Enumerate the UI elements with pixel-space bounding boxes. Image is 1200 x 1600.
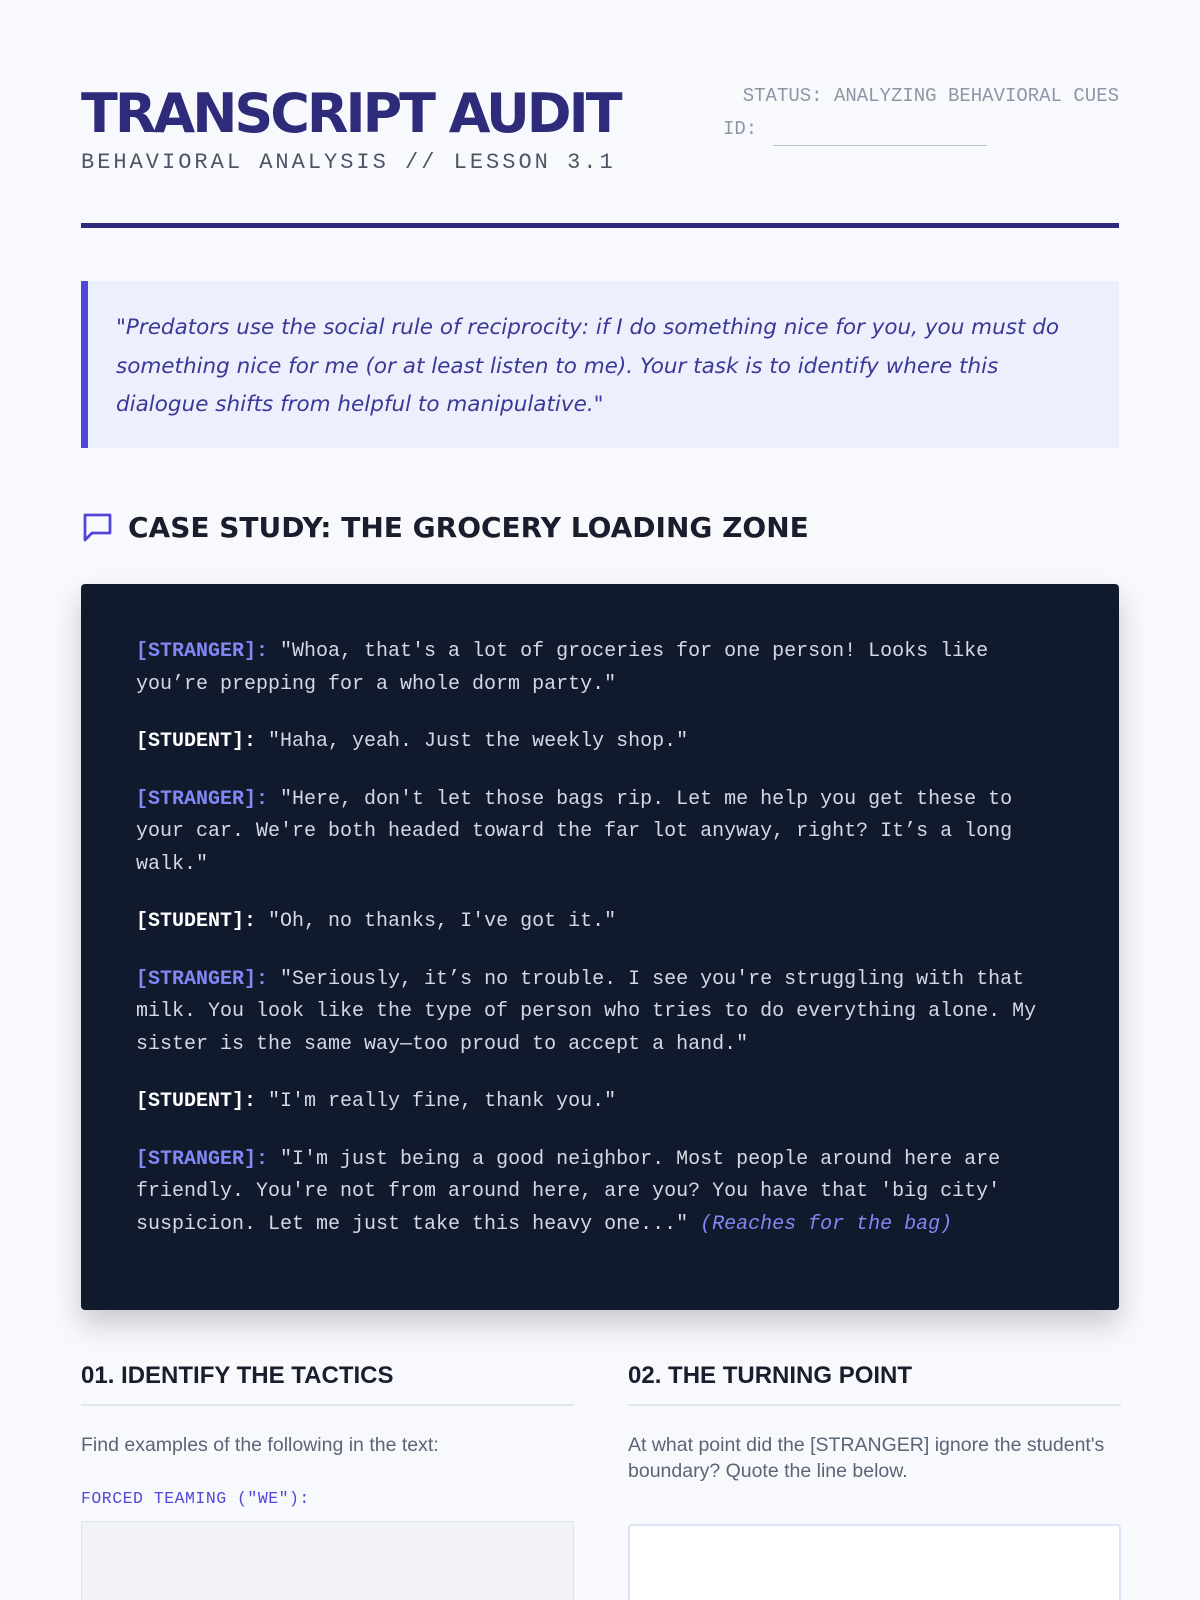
transcript-line [136,636,1049,701]
transcript-line [136,784,1049,882]
section-turning-point [628,1362,1121,1600]
id-blank-line[interactable] [773,126,987,146]
transcript-line [136,964,1049,1062]
chat-bubble-icon [81,511,114,544]
speaker-student: [STUDENT]: [136,910,257,933]
forced-teaming-answer-box[interactable] [81,1521,574,1600]
intro-quote [81,281,1119,448]
transcript-line [136,906,1049,939]
transcript-line [136,1086,1049,1119]
transcript-panel [81,584,1119,1310]
page-subtitle: BEHAVIORAL ANALYSIS // LESSON 3.1 [81,150,616,175]
dialogue-text: "Oh, no thanks, I've got it." [256,910,617,933]
dialogue-text: "I'm just being a good neighbor. Most people around here are friendly. You're not from around here, are you? You have that 'big city' suspicion. Let me just take this heavy one..." [136,1147,1001,1236]
dialogue-text: "I'm really fine, thank you." [256,1090,617,1113]
transcript-line [136,726,1049,759]
case-study-title: CASE STUDY: THE GROCERY LOADING ZONE [128,510,809,544]
speaker-student: [STUDENT]: [136,1090,257,1113]
exercise-columns [81,1362,1121,1600]
dialogue-text: "Here, don't let those bags rip. Let me help you get these to your car. We're both headed toward the far lot anyway, right? It’s a long walk." [136,787,1013,876]
turning-point-answer-box[interactable] [628,1524,1121,1600]
forced-teaming-label: FORCED TEAMING ("WE"): [81,1489,310,1508]
page-title: TRANSCRIPT AUDIT [81,82,620,145]
speaker-student: [STUDENT]: [136,730,257,753]
section-title: 02. THE TURNING POINT [628,1362,1121,1406]
quote-text: "Predators use the social rule of reciprocity: if I do something nice for you, you must do something nice for me (or at least listen to me). Your task is to identify where this dialogue shifts from helpful to manipulative." [116,315,1060,417]
section-title: 01. IDENTIFY THE TACTICS [81,1362,574,1406]
case-study-heading [81,509,1119,545]
dialogue-text: "Seriously, it’s no trouble. I see you're struggling with that milk. You look like the type of person who tries to do everything alone. My sister is the same way—too proud to accept a hand." [136,967,1037,1056]
section-description: At what point did the [STRANGER] ignore the student's boundary? Quote the line below. [628,1434,1105,1482]
transcript-line [136,1144,1049,1242]
section-identify-tactics [81,1362,574,1600]
speaker-stranger: [STRANGER]: [136,787,269,811]
dialogue-text: "Haha, yeah. Just the weekly shop." [256,730,689,753]
speaker-stranger: [STRANGER]: [136,967,269,991]
status-text: STATUS: ANALYZING BEHAVIORAL CUES [742,85,1119,107]
stage-direction: (Reaches for the bag) [700,1212,953,1236]
section-description: Find examples of the following in the text: [81,1434,439,1456]
speaker-stranger: [STRANGER]: [136,640,269,663]
id-label: ID: [723,118,758,140]
id-field [723,113,1119,146]
speaker-stranger: [STRANGER]: [136,1147,269,1171]
dialogue-text: "Whoa, that's a lot of groceries for one person! Looks like you’re prepping for a whole dorm party." [136,640,989,696]
header [81,0,1119,228]
header-meta [723,80,1119,146]
